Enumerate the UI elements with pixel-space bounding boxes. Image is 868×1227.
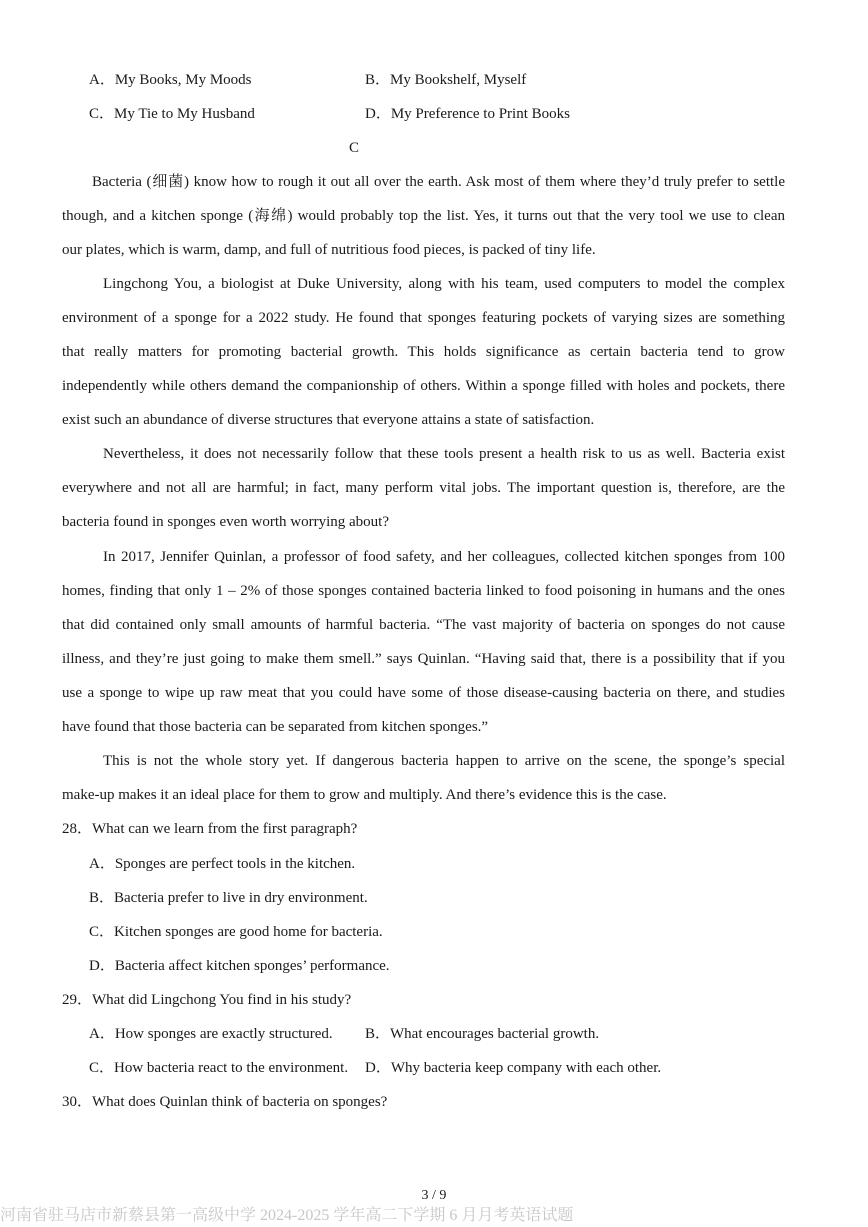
paragraph-line: that really matters for promoting bacterial growth. This holds significance as certain bacteria tend to grow xyxy=(62,344,785,360)
paragraph-line: our plates, which is warm, damp, and full of nutritious food pieces, is packed of tiny life. xyxy=(62,242,596,258)
paragraph-line: independently while others demand the companionship of others. Within a sponge filled with holes and pockets, there xyxy=(62,378,785,394)
watermark-text: 河南省驻马店市新蔡县第一高级中学 2024-2025 学年高二下学期 6 月月考英语试题 xyxy=(0,1207,574,1224)
paragraph-line: This is not the whole story yet. If dangerous bacteria happen to arrive on the scene, the sponge’s special xyxy=(103,753,785,769)
paragraph-line: In 2017, Jennifer Quinlan, a professor of food safety, and her colleagues, collected kitchen sponges from 100 xyxy=(103,549,785,565)
paragraph-line: make-up makes it an ideal place for them to grow and multiply. And there’s evidence this is the case. xyxy=(62,787,667,803)
prev-option-d: D．My Preference to Print Books xyxy=(365,106,570,122)
prev-option-a: A．My Books, My Moods xyxy=(89,72,252,88)
passage-label: C xyxy=(349,140,360,156)
question-28-stem: 28．What can we learn from the first paragraph? xyxy=(62,821,358,837)
paragraph-line: bacteria found in sponges even worth worrying about? xyxy=(62,514,389,530)
paragraph-line: exist such an abundance of diverse structures that everyone attains a state of satisfaction. xyxy=(62,412,595,428)
paragraph-line: homes, finding that only 1 – 2% of those sponges contained bacteria linked to food poisoning in humans and the ones xyxy=(62,583,785,599)
question-29-option-b: B．What encourages bacterial growth. xyxy=(365,1026,600,1042)
question-28-option-b: B．Bacteria prefer to live in dry environment. xyxy=(89,890,368,906)
prev-option-b: B．My Bookshelf, Myself xyxy=(365,72,527,88)
question-30-stem: 30．What does Quinlan think of bacteria on sponges? xyxy=(62,1094,388,1110)
paragraph-line: have found that those bacteria can be separated from kitchen sponges.” xyxy=(62,719,489,735)
paragraph-line: Nevertheless, it does not necessarily follow that these tools present a health risk to us as well. Bacteria exist xyxy=(103,446,785,462)
page-number: 3 / 9 xyxy=(421,1188,447,1203)
paragraph-line: illness, and they’re just going to make them smell.” says Quinlan. “Having said that, there is a possibility that if you xyxy=(62,651,785,667)
paragraph-line: environment of a sponge for a 2022 study. He found that sponges featuring pockets of varying sizes are something xyxy=(62,310,785,326)
question-29-option-d: D．Why bacteria keep company with each other. xyxy=(365,1060,662,1076)
question-29-option-a: A．How sponges are exactly structured. xyxy=(89,1026,333,1042)
paragraph-line: Bacteria (细菌) know how to rough it out all over the earth. Ask most of them where they’d truly prefer to settle xyxy=(92,174,785,190)
question-29-stem: 29．What did Lingchong You find in his study? xyxy=(62,992,352,1008)
question-28-option-c: C．Kitchen sponges are good home for bacteria. xyxy=(89,924,383,940)
question-29-option-c: C．How bacteria react to the environment. xyxy=(89,1060,349,1076)
question-28-option-d: D．Bacteria affect kitchen sponges’ performance. xyxy=(89,958,390,974)
paragraph-line: everywhere and not all are harmful; in fact, many perform vital jobs. The important question is, therefore, are the xyxy=(62,480,785,496)
paragraph-line: that did contained only small amounts of harmful bacteria. “The vast majority of bacteria on sponges do not cause xyxy=(62,617,785,633)
paragraph-line: use a sponge to wipe up raw meat that you could have some of those disease-causing bacteria on there, and studies xyxy=(62,685,785,701)
paragraph-line: Lingchong You, a biologist at Duke University, along with his team, used computers to model the complex xyxy=(103,276,785,292)
paragraph-line: though, and a kitchen sponge (海绵) would probably top the list. Yes, it turns out that the very tool we use to clean xyxy=(62,208,785,224)
question-28-option-a: A．Sponges are perfect tools in the kitchen. xyxy=(89,856,356,872)
prev-option-c: C．My Tie to My Husband xyxy=(89,106,255,122)
